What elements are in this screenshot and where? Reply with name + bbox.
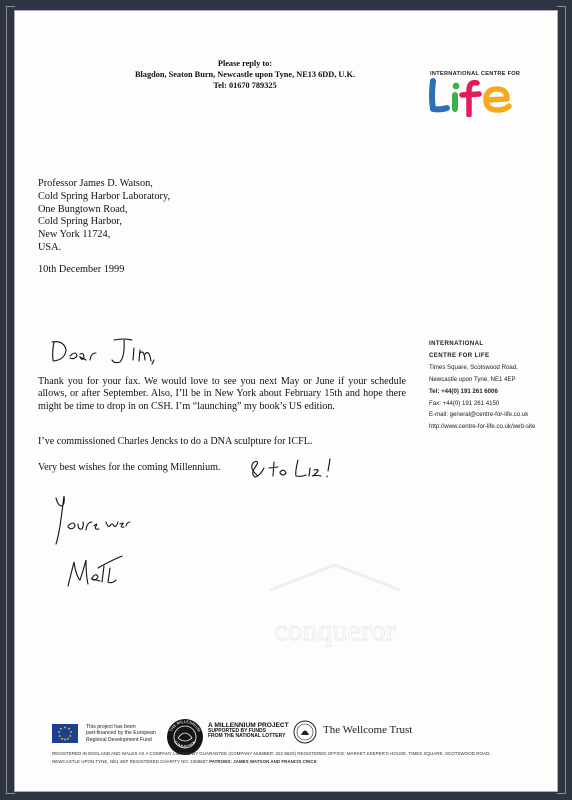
svg-text:THE MILLENNIUM: THE MILLENNIUM <box>168 718 202 733</box>
reply-heading: Please reply to: <box>217 59 273 68</box>
org-email: E-mail: general@centre-for-life.co.uk <box>429 411 529 419</box>
legal-line-2 <box>52 758 317 766</box>
scan-frame-right <box>557 6 566 794</box>
wellcome-trust-name: The Wellcome Trust <box>323 724 413 736</box>
life-logo <box>427 77 519 117</box>
logo-caption: INTERNATIONAL CENTRE FOR <box>430 71 521 77</box>
body-paragraph: Thank you for your fax. We would love to see you next May or June if your schedule allows, or after September. Also, I’ll be in New York about February 15th and hope there might be time to drop in on CSH. I’m “launching” my book’s US edition. <box>38 376 406 412</box>
contact-sidebar <box>429 338 554 433</box>
org-name-line1: INTERNATIONAL <box>429 340 484 347</box>
recipient-line: Cold Spring Harbor Laboratory, <box>38 190 171 202</box>
letter-date: 10th December 1999 <box>38 264 125 275</box>
eu-flag-icon <box>52 724 78 743</box>
recipient-address <box>38 178 170 255</box>
legal-line-2-text: NEWCASTLE UPON TYNE, NE1 4EP REGISTERED CHARITY NO: 1059607 <box>52 759 210 764</box>
reply-address: Blagdon, Seaton Burn, Newcastle upon Tyne, NE13 6DD, U.K. <box>134 70 356 79</box>
patrons-text: PATRONS: JAMES WATSON AND FRANCIS CRICK <box>209 759 317 764</box>
org-telephone: Tel: +44(0) 191 261 6006 <box>429 387 498 395</box>
millennium-sub-line: FROM THE NATIONAL LOTTERY <box>208 733 286 740</box>
watermark-text: conqueror <box>274 614 396 647</box>
handwritten-closing <box>52 492 132 552</box>
wellcome-trust-seal-icon <box>293 720 317 744</box>
eu-note-line: Regional Development Fund <box>86 736 152 743</box>
recipient-line: New York 11724, <box>38 229 111 241</box>
reply-phone: Tel: 01670 789325 <box>213 81 277 90</box>
handwritten-signature <box>64 550 130 590</box>
org-fax: Fax: +44(0) 191 261 4150 <box>429 399 500 407</box>
org-address-line2: Newcastle upon Tyne, NE1 4EP <box>429 375 516 383</box>
recipient-line: USA. <box>38 241 62 253</box>
paper-watermark <box>250 560 420 660</box>
handwritten-salutation <box>50 336 160 366</box>
eu-note-line: This project has been <box>86 724 136 730</box>
org-address-line1: Times Square, Scotswood Road, <box>429 363 518 371</box>
handwritten-postscript <box>246 456 336 480</box>
body-paragraph: I’ve commissioned Charles Jencks to do a DNA sculpture for ICFL. <box>38 436 313 447</box>
recipient-line: One Bungtown Road, <box>38 203 128 215</box>
svg-text:COMMISSION: COMMISSION <box>173 739 197 750</box>
recipient-line: Professor James D. Watson, <box>38 178 153 189</box>
eu-funding-note <box>86 724 156 743</box>
millennium-project-note <box>208 723 289 740</box>
org-website: http://www.centre-for-life.co.uk/web-site <box>429 423 536 431</box>
eu-note-line: part-financed by the European <box>86 730 156 737</box>
reply-to-block <box>110 58 380 91</box>
body-paragraph: Very best wishes for the coming Millennium. <box>38 462 221 473</box>
legal-line-1: REGISTERED IN ENGLAND AND WALES AS A COMPANY LIMITED BY GUARANTEE (COMPANY NUMBER: 322-5820) REGISTERED OFFICE: MARKET KEEPER'S HOUSE, TIMES SQUARE, SCOTSWOOD ROAD, <box>52 751 491 756</box>
recipient-line: Cold Spring Harbor, <box>38 216 122 228</box>
millennium-title: A MILLENNIUM PROJECT <box>208 722 289 729</box>
millennium-sub-line: SUPPORTED BY FUNDS <box>208 727 266 734</box>
org-name-line2: CENTRE FOR LIFE <box>429 351 490 359</box>
